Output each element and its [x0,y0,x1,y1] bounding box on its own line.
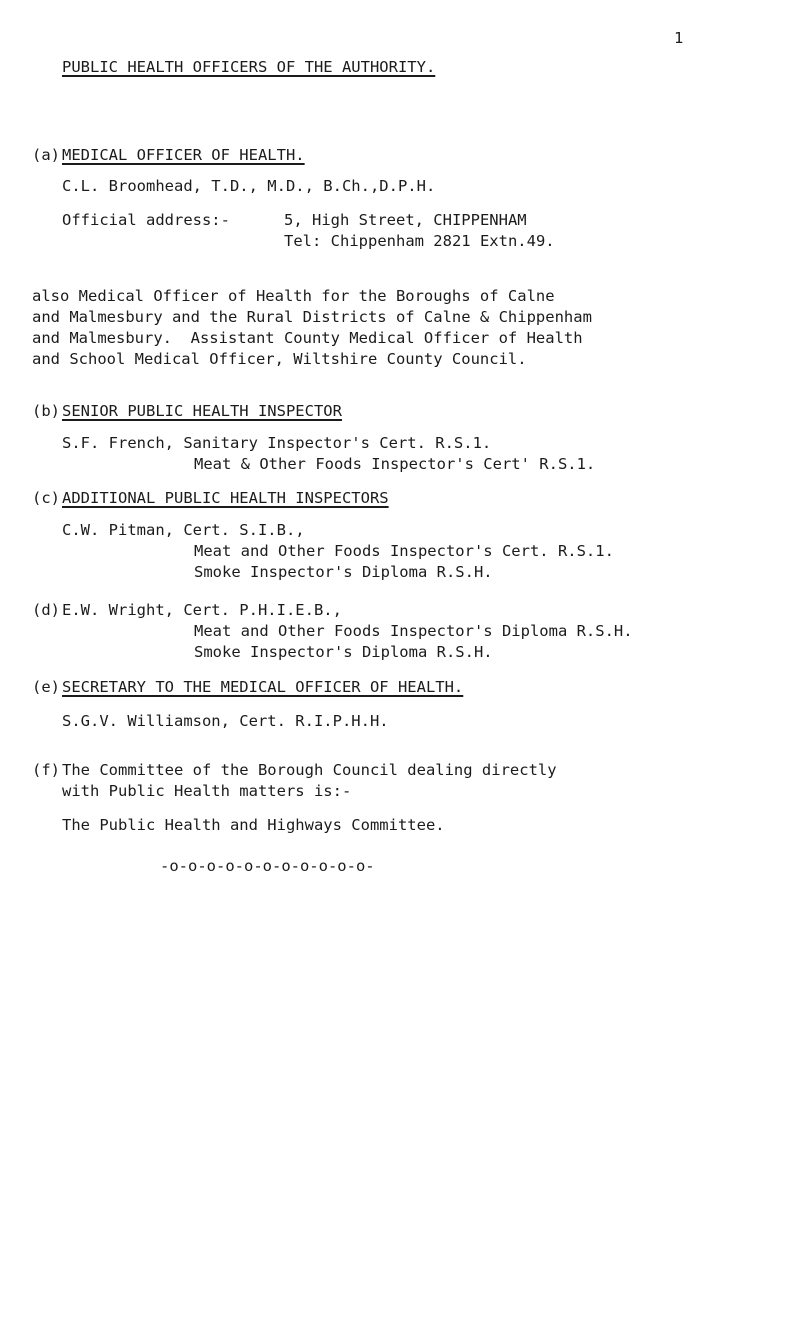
section-a-address-line2: Tel: Chippenham 2821 Extn.49. [284,232,555,250]
section-b-line2: Meat & Other Foods Inspector's Cert' R.S.1. [194,455,596,473]
section-a-marker: (a) [32,146,60,164]
section-e-title: SECRETARY TO THE MEDICAL OFFICER OF HEALTH. [62,678,464,696]
section-a-title: MEDICAL OFFICER OF HEALTH. [62,146,305,164]
section-a-paragraph-line3: and Malmesbury. Assistant County Medical Officer of Health [32,329,583,347]
section-b-marker: (b) [32,402,60,420]
section-d-marker: (d) [32,601,60,619]
section-f-marker: (f) [32,761,60,779]
section-a-address-line1: 5, High Street, CHIPPENHAM [284,211,527,229]
section-b-line1: S.F. French, Sanitary Inspector's Cert. R.S.1. [62,434,492,452]
section-divider: -o-o-o-o-o-o-o-o-o-o-o- [160,857,375,875]
section-a-paragraph-line4: and School Medical Officer, Wiltshire County Council. [32,350,527,368]
section-c-marker: (c) [32,489,60,507]
page-heading: PUBLIC HEALTH OFFICERS OF THE AUTHORITY. [62,58,436,76]
section-d-line3: Smoke Inspector's Diploma R.S.H. [194,643,493,661]
section-d-line1: E.W. Wright, Cert. P.H.I.E.B., [62,601,342,619]
section-c-line1: C.W. Pitman, Cert. S.I.B., [62,521,305,539]
section-d-line2: Meat and Other Foods Inspector's Diploma R.S.H. [194,622,633,640]
section-c-title: ADDITIONAL PUBLIC HEALTH INSPECTORS [62,489,389,507]
section-f-line1: The Committee of the Borough Council dealing directly [62,761,557,779]
section-f-line3: The Public Health and Highways Committee. [62,816,445,834]
section-f-line2: with Public Health matters is:- [62,782,352,800]
section-a-address-label: Official address:- [62,211,230,229]
section-c-line3: Smoke Inspector's Diploma R.S.H. [194,563,493,581]
section-a-paragraph-line1: also Medical Officer of Health for the Boroughs of Calne [32,287,555,305]
section-a-name: C.L. Broomhead, T.D., M.D., B.Ch.,D.P.H. [62,177,436,195]
section-b-title: SENIOR PUBLIC HEALTH INSPECTOR [62,402,342,420]
section-e-marker: (e) [32,678,60,696]
section-a-paragraph-line2: and Malmesbury and the Rural Districts of Calne & Chippenham [32,308,592,326]
section-e-line1: S.G.V. Williamson, Cert. R.I.P.H.H. [62,712,389,730]
page-number: 1 [674,29,684,47]
section-c-line2: Meat and Other Foods Inspector's Cert. R.S.1. [194,542,614,560]
